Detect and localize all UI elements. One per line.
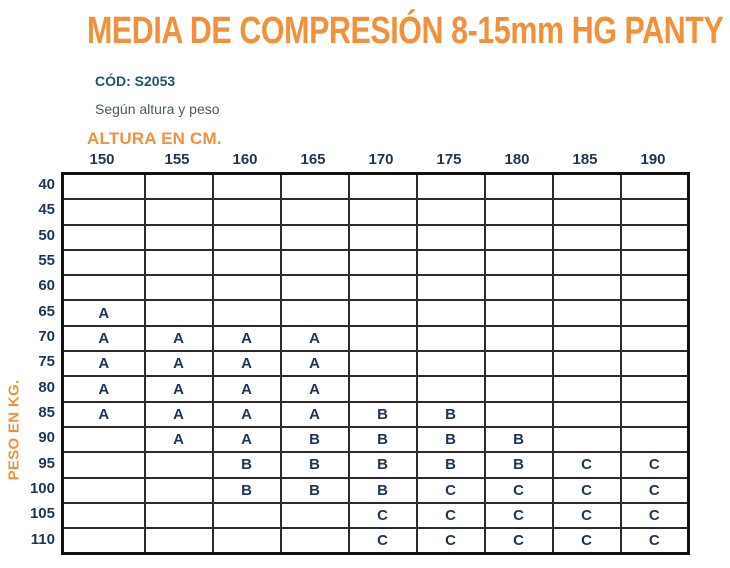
cell-60-185 xyxy=(553,275,621,300)
cell-110-180: C xyxy=(485,528,553,554)
col-header-185: 185 xyxy=(572,151,598,168)
col-header-190: 190 xyxy=(640,151,666,168)
cell-100-165: B xyxy=(281,478,349,503)
cell-65-155 xyxy=(145,300,213,325)
cell-80-165: A xyxy=(281,376,349,401)
row-label-65: 65 xyxy=(38,302,55,320)
col-header-160: 160 xyxy=(232,151,258,168)
cell-85-155: A xyxy=(145,402,213,427)
row-label-75: 75 xyxy=(38,353,55,371)
cell-50-165 xyxy=(281,225,349,250)
cell-105-170: C xyxy=(349,503,417,528)
cell-75-165: A xyxy=(281,351,349,376)
cell-50-155 xyxy=(145,225,213,250)
cell-70-160: A xyxy=(213,326,281,351)
cell-105-190: C xyxy=(621,503,689,528)
table-row xyxy=(63,326,689,351)
cell-70-150: A xyxy=(63,326,145,351)
size-grid-table xyxy=(61,172,690,555)
table-row xyxy=(63,300,689,325)
cell-50-185 xyxy=(553,225,621,250)
cell-95-170: B xyxy=(349,452,417,477)
row-label-85: 85 xyxy=(38,404,55,422)
cell-75-175 xyxy=(417,351,485,376)
cell-40-170 xyxy=(349,174,417,200)
cell-105-155 xyxy=(145,503,213,528)
cell-105-160 xyxy=(213,503,281,528)
cell-90-165: B xyxy=(281,427,349,452)
cell-85-180 xyxy=(485,402,553,427)
cell-110-155 xyxy=(145,528,213,554)
cell-45-155 xyxy=(145,199,213,224)
cell-80-160: A xyxy=(213,376,281,401)
cell-105-185: C xyxy=(553,503,621,528)
cell-105-180: C xyxy=(485,503,553,528)
cell-90-190 xyxy=(621,427,689,452)
cell-80-190 xyxy=(621,376,689,401)
row-label-45: 45 xyxy=(38,201,55,219)
cell-55-185 xyxy=(553,250,621,275)
row-label-50: 50 xyxy=(38,226,55,244)
cell-105-175: C xyxy=(417,503,485,528)
cell-70-165: A xyxy=(281,326,349,351)
table-row xyxy=(63,225,689,250)
cell-65-160 xyxy=(213,300,281,325)
table-row xyxy=(63,478,689,503)
cell-95-190: C xyxy=(621,452,689,477)
cell-70-175 xyxy=(417,326,485,351)
height-column-headers xyxy=(61,151,690,172)
cell-40-160 xyxy=(213,174,281,200)
cell-80-150: A xyxy=(63,376,145,401)
col-header-175: 175 xyxy=(436,151,462,168)
cell-110-190: C xyxy=(621,528,689,554)
cell-50-190 xyxy=(621,225,689,250)
cell-45-175 xyxy=(417,199,485,224)
table-row xyxy=(63,351,689,376)
cell-45-180 xyxy=(485,199,553,224)
cell-60-190 xyxy=(621,275,689,300)
cell-110-160 xyxy=(213,528,281,554)
cell-95-165: B xyxy=(281,452,349,477)
row-label-90: 90 xyxy=(38,429,55,447)
cell-95-180: B xyxy=(485,452,553,477)
cell-85-175: B xyxy=(417,402,485,427)
cell-65-185 xyxy=(553,300,621,325)
cell-55-175 xyxy=(417,250,485,275)
weight-row-labels xyxy=(27,172,61,555)
cell-70-185 xyxy=(553,326,621,351)
cell-40-175 xyxy=(417,174,485,200)
cell-55-170 xyxy=(349,250,417,275)
cell-45-160 xyxy=(213,199,281,224)
cell-85-165: A xyxy=(281,402,349,427)
cell-50-175 xyxy=(417,225,485,250)
y-axis-label: PESO EN KG. xyxy=(5,379,23,481)
cell-70-190 xyxy=(621,326,689,351)
table-row xyxy=(63,250,689,275)
cell-110-185: C xyxy=(553,528,621,554)
table-row xyxy=(63,199,689,224)
row-label-70: 70 xyxy=(38,328,55,346)
cell-110-170: C xyxy=(349,528,417,554)
cell-65-150: A xyxy=(63,300,145,325)
cell-60-160 xyxy=(213,275,281,300)
cell-60-170 xyxy=(349,275,417,300)
cell-40-190 xyxy=(621,174,689,200)
cell-85-190 xyxy=(621,402,689,427)
cell-40-180 xyxy=(485,174,553,200)
cell-75-160: A xyxy=(213,351,281,376)
cell-110-175: C xyxy=(417,528,485,554)
cell-65-170 xyxy=(349,300,417,325)
cell-100-155 xyxy=(145,478,213,503)
cell-75-190 xyxy=(621,351,689,376)
cell-65-180 xyxy=(485,300,553,325)
cell-90-155: A xyxy=(145,427,213,452)
col-header-155: 155 xyxy=(164,151,190,168)
col-header-150: 150 xyxy=(89,151,115,168)
cell-60-150 xyxy=(63,275,145,300)
table-row xyxy=(63,174,689,200)
cell-45-185 xyxy=(553,199,621,224)
cell-100-175: C xyxy=(417,478,485,503)
cell-65-175 xyxy=(417,300,485,325)
chart-subtitle: Según altura y peso xyxy=(95,101,220,117)
table-row xyxy=(63,376,689,401)
cell-65-190 xyxy=(621,300,689,325)
cell-45-165 xyxy=(281,199,349,224)
cell-40-150 xyxy=(63,174,145,200)
cell-80-180 xyxy=(485,376,553,401)
cell-50-170 xyxy=(349,225,417,250)
cell-100-150 xyxy=(63,478,145,503)
cell-90-175: B xyxy=(417,427,485,452)
size-chart xyxy=(27,151,690,555)
cell-55-190 xyxy=(621,250,689,275)
table-row xyxy=(63,452,689,477)
cell-80-185 xyxy=(553,376,621,401)
col-header-180: 180 xyxy=(504,151,530,168)
cell-100-170: B xyxy=(349,478,417,503)
cell-40-155 xyxy=(145,174,213,200)
cell-45-190 xyxy=(621,199,689,224)
cell-45-150 xyxy=(63,199,145,224)
row-label-40: 40 xyxy=(38,176,55,194)
cell-95-155 xyxy=(145,452,213,477)
cell-85-170: B xyxy=(349,402,417,427)
cell-55-150 xyxy=(63,250,145,275)
cell-75-155: A xyxy=(145,351,213,376)
cell-55-160 xyxy=(213,250,281,275)
cell-60-155 xyxy=(145,275,213,300)
cell-70-155: A xyxy=(145,326,213,351)
cell-110-150 xyxy=(63,528,145,554)
table-row xyxy=(63,427,689,452)
cell-80-170 xyxy=(349,376,417,401)
x-axis-label: ALTURA EN CM. xyxy=(87,129,222,148)
cell-80-155: A xyxy=(145,376,213,401)
cell-55-155 xyxy=(145,250,213,275)
cell-45-170 xyxy=(349,199,417,224)
cell-55-180 xyxy=(485,250,553,275)
cell-95-185: C xyxy=(553,452,621,477)
row-label-100: 100 xyxy=(29,480,55,498)
cell-100-190: C xyxy=(621,478,689,503)
col-header-165: 165 xyxy=(300,151,326,168)
cell-95-175: B xyxy=(417,452,485,477)
cell-60-165 xyxy=(281,275,349,300)
cell-100-185: C xyxy=(553,478,621,503)
cell-105-150 xyxy=(63,503,145,528)
cell-75-170 xyxy=(349,351,417,376)
cell-95-160: B xyxy=(213,452,281,477)
cell-110-165 xyxy=(281,528,349,554)
cell-90-180: B xyxy=(485,427,553,452)
cell-90-150 xyxy=(63,427,145,452)
cell-60-180 xyxy=(485,275,553,300)
table-row xyxy=(63,402,689,427)
cell-50-160 xyxy=(213,225,281,250)
cell-80-175 xyxy=(417,376,485,401)
cell-95-150 xyxy=(63,452,145,477)
row-label-55: 55 xyxy=(38,252,55,270)
row-label-80: 80 xyxy=(38,378,55,396)
row-label-95: 95 xyxy=(38,454,55,472)
cell-85-150: A xyxy=(63,402,145,427)
cell-75-150: A xyxy=(63,351,145,376)
cell-40-185 xyxy=(553,174,621,200)
row-label-60: 60 xyxy=(38,277,55,295)
cell-90-170: B xyxy=(349,427,417,452)
cell-70-180 xyxy=(485,326,553,351)
table-row xyxy=(63,528,689,554)
cell-90-160: A xyxy=(213,427,281,452)
cell-100-160: B xyxy=(213,478,281,503)
row-label-110: 110 xyxy=(30,530,55,548)
cell-55-165 xyxy=(281,250,349,275)
cell-75-185 xyxy=(553,351,621,376)
cell-100-180: C xyxy=(485,478,553,503)
cell-70-170 xyxy=(349,326,417,351)
cell-65-165 xyxy=(281,300,349,325)
product-code: CÓD: S2053 xyxy=(95,73,176,89)
cell-50-150 xyxy=(63,225,145,250)
col-header-170: 170 xyxy=(368,151,394,168)
page-title: MEDIA DE COMPRESIÓN 8-15mm HG PANTY xyxy=(87,10,724,52)
table-row xyxy=(63,503,689,528)
cell-75-180 xyxy=(485,351,553,376)
table-row xyxy=(63,275,689,300)
row-label-105: 105 xyxy=(29,505,55,523)
cell-90-185 xyxy=(553,427,621,452)
cell-105-165 xyxy=(281,503,349,528)
cell-85-160: A xyxy=(213,402,281,427)
cell-85-185 xyxy=(553,402,621,427)
cell-40-165 xyxy=(281,174,349,200)
cell-50-180 xyxy=(485,225,553,250)
cell-60-175 xyxy=(417,275,485,300)
